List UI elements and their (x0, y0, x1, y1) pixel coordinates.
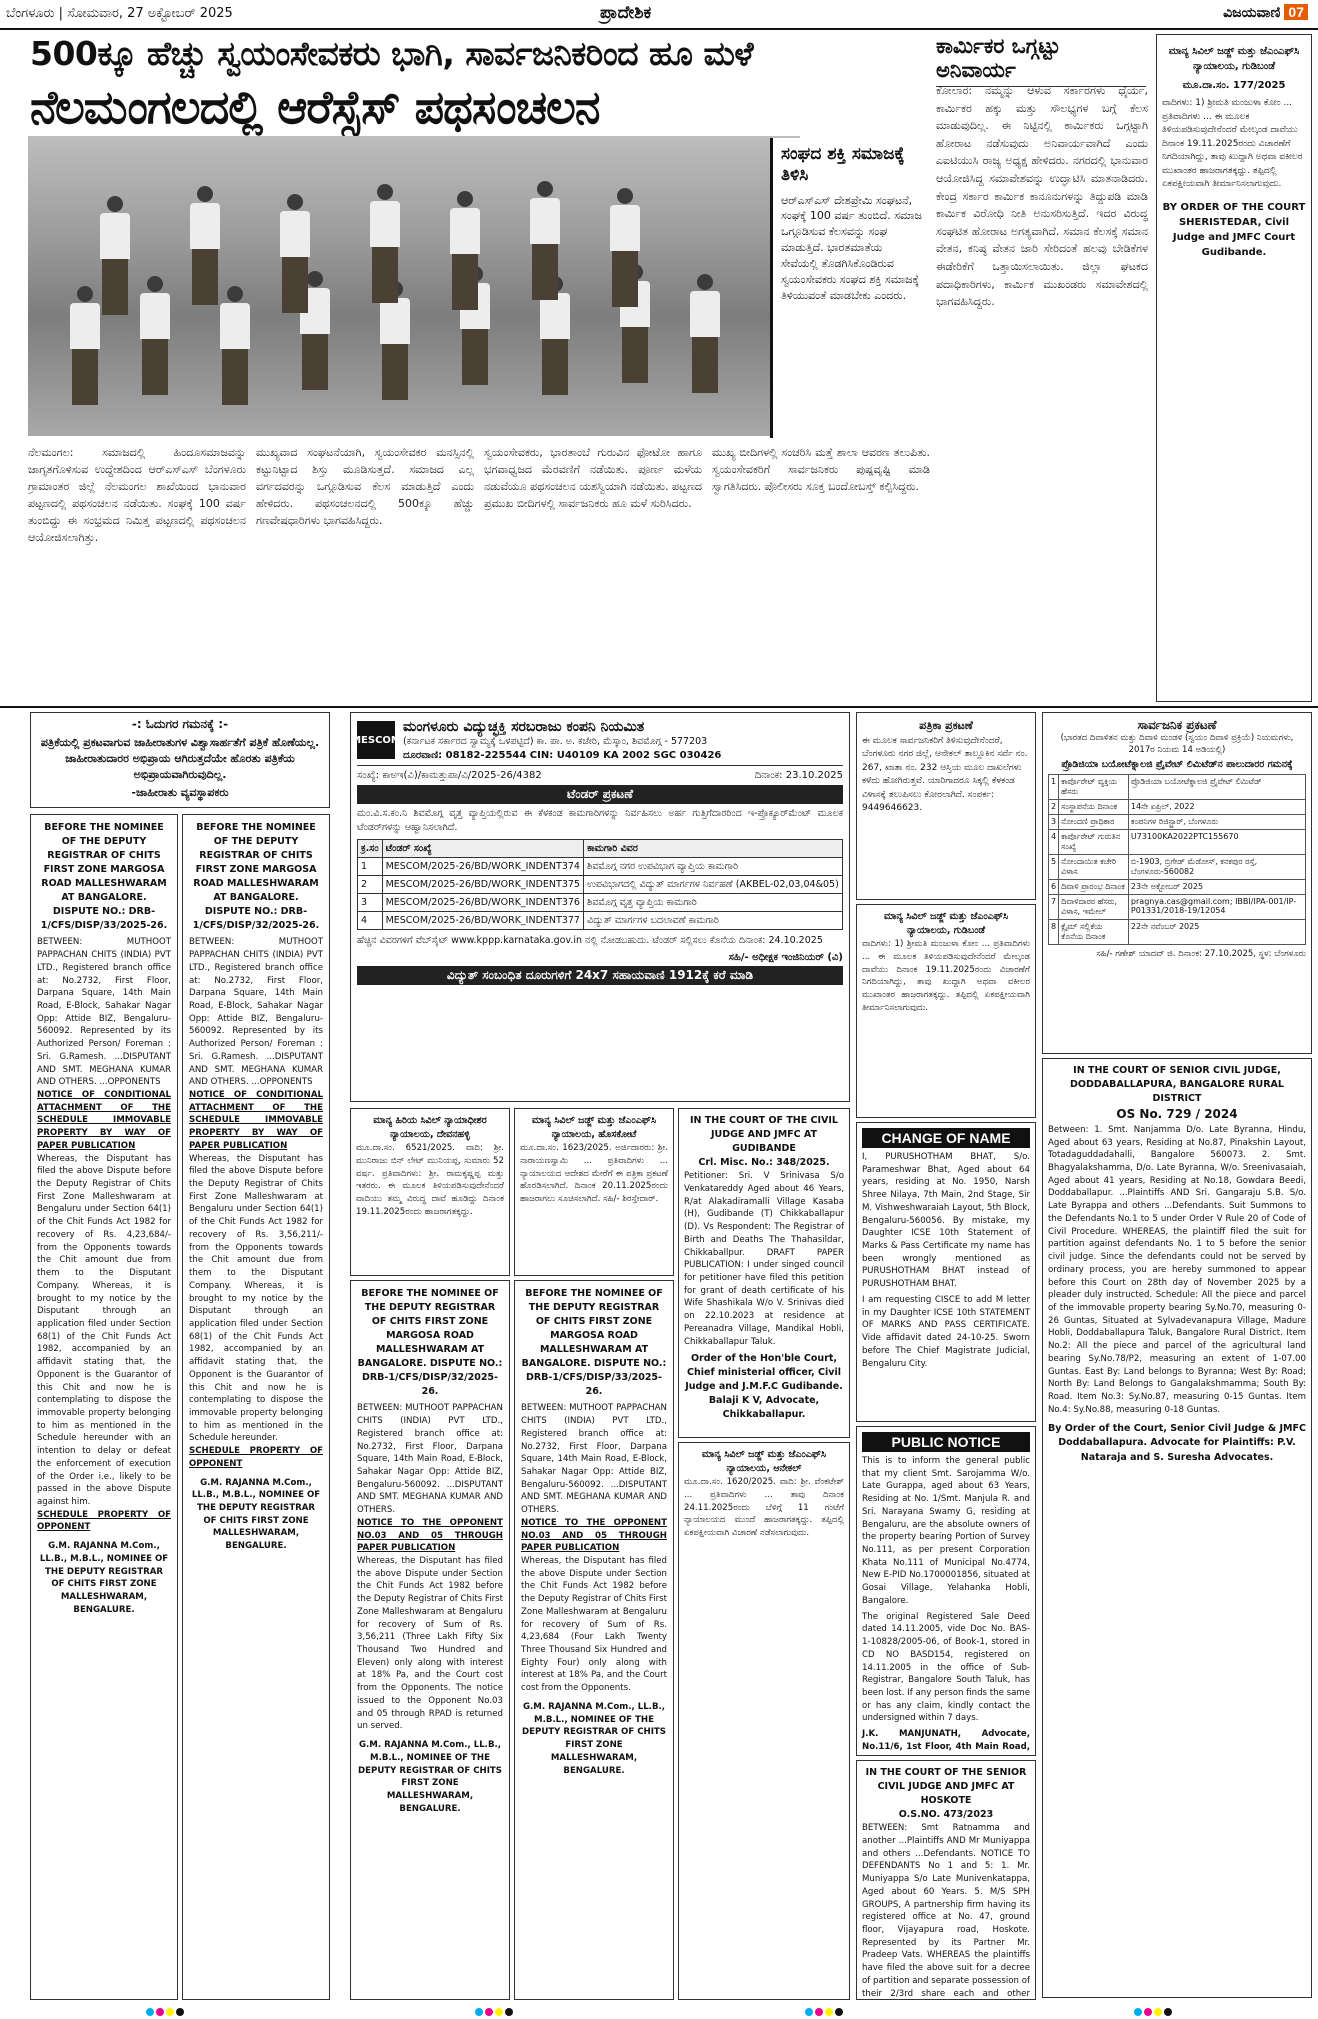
cell-value: 23ನೇ ಅಕ್ಟೋಬರ್ 2025 (1128, 879, 1305, 894)
notice-title: ಮಾನ್ಯ ಹಿರಿಯ ಸಿವಿಲ್ ನ್ಯಾಯಾಧೀಶರ ನ್ಯಾಯಾಲಯ, ದೇವನಹಳ್ಳಿ (373, 1115, 487, 1141)
cell-tender-no: MESCOM/2025-26/BD/WORK_INDENT377 (382, 911, 584, 929)
notice-body: Whereas, the Disputant has filed the above Dispute before the Deputy Registrar of Chits First Zone Malleshwaram at Bengaluru under Section 64(1) of the Chit Funds Act 1982 for recovery of Rs. 4,23,684/- from the Opponents towards the Chit amount due from them to the Disputant Company. Whereas, it is brought to my notice by the Disputant through an application filed under Section 68(1) of the Chit Funds Act 1982, accompanied by an affidavit stating that, the Opponent is the Guarantor of this Chit and now he is contemplating to dispose the immovable property belonging to him as mentioned in the Schedule hereunder with an intention to delay or defeat the enforcement of execution of the Order i.e., likely to be passed in the above Dispute against him. (37, 1153, 171, 1507)
readers-note-sign: -ಜಾಹೀರಾತು ವ್ಯವಸ್ಥಾಪಕರು (131, 785, 229, 799)
table-row (1049, 829, 1306, 854)
registration-mark (146, 2008, 184, 2016)
table-row (1049, 774, 1306, 799)
readers-note-text: ಪತ್ರಿಕೆಯಲ್ಲಿ ಪ್ರಕಟವಾಗುವ ಜಾಹೀರಾತುಗಳ ವಿಶ್ವಾಸಾರ್ಹತೆಗೆ ಪತ್ರಿಕೆ ಹೊಣೆಯಲ್ಲ. ಜಾಹೀರಾತುದಾರರ ಅಭಿಪ್ರಾಯ ಆಗಿರುತ್ತದೆಯೇ ಹೊರತು ಪತ್ರಿಕೆಯ ಅಭಿಪ್ರಾಯವಾಗಿರುವುದಿಲ್ಲ. (40, 736, 320, 781)
marcher-figure (218, 286, 252, 406)
notice-body: ವಾದಿಗಳು: 1) ಶ್ರೀಮತಿ ಮಂಜುಳಾ ಕೋಂ ... ಪ್ರತಿವಾದಿಗಳು ... ಈ ಮೂಲಕ ತಿಳಿಯಪಡಿಸುವುದೇನೆಂದರೆ ಮೇಲ್ಕಂಡ ದಾವೆಯು ದಿನಾಂಕ 19.11.2025ರಂದು ವಿಚಾರಣೆಗೆ ನಿಗದಿಯಾಗಿದ್ದು, ತಾವು ಖುದ್ದಾಗಿ ಅಥವಾ ವಕೀಲರ ಮುಖಾಂತರ ಹಾಜರಾಗತಕ್ಕದ್ದು. ತಪ್ಪಿದಲ್ಲಿ ಏಕಪಕ್ಷೀಯವಾಗಿ ತೀರ್ಮಾನಿಸಲಾಗುವುದು. (862, 939, 1030, 1013)
kn-court-notice-devanahalli (350, 1108, 510, 1276)
notice-title: ಮಾನ್ಯ ಸಿವಿಲ್ ಜಡ್ಜ್ ಮತ್ತು ಜೆಎಂಎಫ್‌ಸಿ ನ್ಯಾಯಾಲಯ, ಹೊಸಕೋಟೆ (531, 1115, 657, 1141)
tender-table (357, 839, 843, 930)
cell-field: ದಿವಾಳಿ ಪ್ರಾರಂಭ ದಿನಾಂಕ (1059, 879, 1129, 894)
marcher-figure (98, 196, 132, 316)
sidebar-text: ಆರ್‌ಎಸ್‌ಎಸ್ ದೇಶಪ್ರೇಮಿ ಸಂಘಟನೆ, ಸಂಘಕ್ಕೆ 100 ವರ್ಷ ತುಂಬಿದೆ. ಸಮಾಜ ಒಗ್ಗೂಡಿಸುವ ಕೆಲಸವನ್ನು ಸಂಘ ಮಾಡುತ್ತಿದೆ. ಭಾರತಮಾತೆಯ ಸೇವೆಯಲ್ಲಿ ತೊಡಗಿಸಿಕೊಂಡಿರುವ ಸ್ವಯಂಸೇವಕರು ಸಂಘದ ಶಕ್ತಿ ಸಮಾಜಕ್ಕೆ ತಿಳಿಯುವಂತೆ ಮಾಡಬೇಕು ಎಂದರು. (781, 193, 922, 303)
notice-title: ಮಾನ್ಯ ಸಿವಿಲ್ ಜಡ್ಜ್ ಮತ್ತು ಜೆಎಂಎಫ್‌ಸಿ ನ್ಯಾಯಾಲಯ, ಗುಡಿಬಂಡೆ (1168, 46, 1300, 72)
notice-parties: BETWEEN: MUTHOOT PAPPACHAN CHITS (INDIA) PVT LTD., Registered branch office at: No.2732, First Floor, Darpana Square, 14th Main Road, E-Block, Sahakar Nagar Opp: Attide BIZ, Bengaluru-560092. Represented by its Authorized Person/ Foreman : Sri. G.Ramesh. ...DISPUTANT AND SMT. MEGHANA KUMAR AND OTHERS. ...OPPONENTS (37, 937, 171, 1088)
pa-subtitle: (ಭಾರತದ ದಿವಾಳಿತನ ಮತ್ತು ದಿವಾಳಿ ಮಂಡಳಿ (ಸ್ವಯಂ ದಿವಾಳಿ ಪ್ರಕ್ರಿಯೆ) ನಿಯಮಗಳು, 2017ರ ನಿಯಮ 14 ಅಡಿಯಲ್ಲಿ) (1060, 733, 1294, 755)
notice-parties: BETWEEN: MUTHOOT PAPPACHAN CHITS (INDIA) PVT LTD., Registered branch office at: No.2732, First Floor, Darpana Square, 14th Main Road, E-Block, Sahakar Nagar Opp: Attide BIZ, Bengaluru-560092. Represented by its Authorized Person/ Foreman : Sri. G.Ramesh. ...DISPUTANT AND SMT. MEGHANA KUMAR AND OTHERS. ...OPPONENTS (189, 937, 323, 1088)
change-of-name-notice (856, 1122, 1036, 1422)
section-title: ಪ್ರಾದೇಶಿಕ (600, 3, 652, 23)
cell-tender-no: MESCOM/2025-26/BD/WORK_INDENT374 (382, 857, 584, 875)
notice-body: Whereas, the Disputant has filed the above Dispute under Section the Chit Funds Act 1982 before the Deputy Registrar of Chits First Zone Malleshwaram at Bengaluru for recovery of Sum of Rs. 4,23,684 (Four Lakh Twenty Three Thousand Six Hundred and Eighty Four) only along with interest at 18% Pa, and the Court cost from the Opponents. (521, 1556, 667, 1694)
notice-body: ಮೂ.ದಾ.ಸಂ. 1623/2025. ಅರ್ಜಿದಾರರು: ಶ್ರೀ. ನಾರಾಯಣಸ್ವಾಮಿ ... ಪ್ರತಿವಾದಿಗಳು ... ನ್ಯಾಯಾಲಯದ ಆದೇಶದ ಮೇರೆಗೆ ಈ ಪತ್ರಿಕಾ ಪ್ರಕಟಣೆ ಹೊರಡಿಸಲಾಗಿದೆ. ದಿನಾಂಕ 20.11.2025ರಂದು ಹಾಜರಾಗಲು ಸೂಚಿಸಲಾಗಿದೆ. ಸಹಿ/- ಶಿರಸ್ತೇದಾರ್. (520, 1143, 668, 1204)
lead-col-3: ಸ್ವಯಂಸೇವಕರು, ಭಾರತಾಂಬೆ ಗುರುವಿನ ಫೋಟೋ ಹಾಗೂ ಭಗವಾಧ್ವಜದ ಮೆರವಣಿಗೆ ನಡೆಯಿತು. ಪೂರ್ಣ ಮಳೆಯ ನಡುವೆಯೂ ಪಥಸಂಚಲನ ಯಶಸ್ವಿಯಾಗಿ ನಡೆಯಿತು. ಪಟ್ಟಣದ ಪ್ರಮುಖ ಬೀದಿಗಳಲ್ಲಿ ಸಾರ್ವಜನಿಕರು ಹೂ ಮಳೆ ಸುರಿಸಿದರು. (484, 446, 702, 511)
draft-paper-publication (678, 1108, 850, 1438)
notice-heading: NOTICE OF CONDITIONAL ATTACHMENT OF THE SCHEDULE IMMOVABLE PROPERTY BY WAY OF PAPER PUBLICATION (37, 1090, 171, 1151)
table-row (358, 893, 843, 911)
table-row (1049, 799, 1306, 814)
notice-body: ಈ ಮೂಲಕ ಸಾರ್ವಜನಿಕರಿಗೆ ತಿಳಿಸುವುದೇನೆಂದರೆ, ಬೆಂಗಳೂರು ನಗರ ಜಿಲ್ಲೆ, ಆನೇಕಲ್ ತಾಲ್ಲೂಕಿನ ಸರ್ವೆ ನಂ. 267, ಖಾತಾ ನಂ. 232 ಆಸ್ತಿಯ ಮೂಲ ದಾಖಲೆಗಳು ಕಳೆದು ಹೋಗಿರುತ್ತವೆ. ಯಾರಿಗಾದರೂ ಸಿಕ್ಕಲ್ಲಿ ಕೆಳಕಂಡ ವಿಳಾಸಕ್ಕೆ ತಲುಪಿಸಲು ಕೋರಲಾಗಿದೆ. ಸಂಪರ್ಕ: 9449646623. (862, 735, 1028, 813)
table-row (1049, 894, 1306, 919)
cell-description: ವಿದ್ಯುತ್ ಮಾರ್ಗಗಳ ಬದಲಾವಣೆ ಕಾಮಗಾರಿ (584, 911, 843, 929)
cell-value: 14ನೇ ಏಪ್ರಿಲ್, 2022 (1128, 799, 1305, 814)
registration-mark (475, 2008, 513, 2016)
table-row (1049, 879, 1306, 894)
notice-title: ಮಾನ್ಯ ಸಿವಿಲ್ ಜಡ್ಜ್ ಮತ್ತು ಜೆಎಂಎಫ್‌ಸಿ ನ್ಯಾಯಾಲಯ, ಗುಡಿಬಂಡೆ (883, 911, 1009, 937)
cell-field: ಸಂಸ್ಥಾಪನೆಯ ದಿನಾಂಕ (1059, 799, 1129, 814)
marcher-figure (368, 184, 402, 304)
right-story-headline: ಕಾರ್ಮಿಕರ ಒಗ್ಗಟ್ಟು ಅನಿವಾರ್ಯ (936, 34, 1146, 87)
col-tender-no: ಟೆಂಡರ್ ಸಂಖ್ಯೆ (382, 839, 584, 857)
notice-body: Petitioner: Sri. V Srinivasa S/o Venkatareddy Aged about 46 Years, R/at Alakadiramalli Village Kasaba (H), Gudibande (T) Chikkaballapur (D). Vs Respondent: The Registrar of Birth and Deaths The Thahasildar, Chikkaballpur. DRAFT PAPER PUBLICATION: I under singed council for petitioner have filed this petition for grant of death certificate of his Wife Shashikala W/o V. Srinivas died on 22.10.2023 at residence at Pereanadra Village, Mandikal Hobli, Chikkaballapur Taluk. (684, 1171, 844, 1347)
tender-ref-date: ದಿನಾಂಕ: 23.10.2025 (754, 770, 843, 782)
tender-intro: ಮಂ.ವಿ.ಸ.ಕಂ.ನಿ ಶಿವಮೊಗ್ಗ ವೃತ್ತ ವ್ಯಾಪ್ತಿಯಲ್ಲಿರುವ ಈ ಕೆಳಕಂಡ ಕಾಮಗಾರಿಗಳನ್ನು ನಿರ್ವಹಿಸಲು ಅರ್ಹ ಗುತ್ತಿಗೆದಾರರಿಂದ ಇ-ಪ್ರೊಕ್ಯೂರ್‌ಮೆಂಟ್ ಮೂಲಕ ಟೆಂಡರ್‌ಗಳನ್ನು ಆಹ್ವಾನಿಸಲಾಗಿದೆ. (357, 808, 843, 834)
change-name-header: CHANGE OF NAME (862, 1128, 1030, 1148)
notice-case: ಮೂ.ದಾ.ಸಂ. 177/2025 (1182, 80, 1286, 91)
cell-field: ದಿವಾಳಿದಾರರ ಹೆಸರು, ವಿಳಾಸ, ಇಮೇಲ್ (1059, 894, 1129, 919)
registration-mark (1134, 2008, 1172, 2016)
cell-field: ನೋಂದಾಯಿತ ಕಚೇರಿ ವಿಳಾಸ (1059, 854, 1129, 879)
page-masthead (0, 0, 1318, 30)
cell-field: ಕಾರ್ಪೊರೇಟ್ ವ್ಯಕ್ತಿಯ ಹೆಸರು (1059, 774, 1129, 799)
marcher-figure (68, 286, 102, 406)
cell-field: ಕಾರ್ಪೊರೇಟ್ ಗುರುತಿನ ಸಂಖ್ಯೆ (1059, 829, 1129, 854)
tender-subtitle: (ಕರ್ನಾಟಕ ಸರ್ಕಾರದ ಸ್ವಾಮ್ಯಕ್ಕೆ ಒಳಪಟ್ಟಿದೆ) ಕಾ. ಪಾ. ಅ. ಕಚೇರಿ, ಮೆಸ್ಕಾಂ, ಶಿವಮೊಗ್ಗ - 577203 (403, 736, 708, 747)
notice-schedule: SCHEDULE PROPERTY OF OPPONENT (189, 1446, 323, 1469)
readers-note (30, 712, 330, 808)
cell-value: pragnya.cas@gmail.com; IBBI/IPA-001/IP-P01331/2018-19/12054 (1128, 894, 1305, 919)
issue-date: ಬೆಂಗಳೂರು | ಸೋಮವಾರ, 27 ಅಕ್ಟೋಬರ್ 2025 (6, 6, 233, 21)
notice-case: OS No. 729 / 2024 (1116, 1107, 1238, 1122)
marcher-figure (278, 194, 312, 314)
notice-body: Between: 1. Smt. Nanjamma D/o. Late Byranna, Hindu, Aged about 63 years, Residing at No.87, Pinakshin Layout, Totadaguddadahalli, Bangalore 560073. 2. Smt. Bhagyalakshamma, D/o. Late Byranna, W/o. Sreenivasaiah, Aged about 41 years, Residing at No.18, Gowdara Beedi, Doddaballapur. ...Plaintiffs AND Sri. Gangaraju S.B. S/o. Late Byrappa and others ...Defendants. Suit Summons to the Defendants No.1 to 5 under Order V Rule 20 of Code of Civil Procedure. WHEREAS, the plaintiff filed the suit for partition against defendants No. 1 to 5 before the senior civil judge. Since the defendants could not be served by ordinary process, you are hereby summoned to appear before this Court on 28th day of November 2025 by a pleader duly instructed. Schedule: All the piece and parcel of the immovable property bearing Sy.No.70, measuring 0-26 Guntas, Situated at Sylvadevanapura Village, Madure Hobli, Doddaballapura Taluk, Bangalore Rural District. Item No.2: All the piece and parcel of the agricultural land bearing Sy.No.78/P2, measuring an extent of 1-07.00 Guntas. East By: Land belongs to Byranna; West By: Road; North By: Land Belongs to Gangalakshmamma; South By: Road. Item No.3: Sy.No.87, measuring 0-15 Guntas. Item No.4: Sy.No.88, measuring 0-18 Guntas. (1048, 1124, 1306, 1415)
hoskote-court-notice (856, 1760, 1036, 2000)
public-notice-header: PUBLIC NOTICE (862, 1432, 1030, 1452)
kn-court-notice-anekal (678, 1442, 850, 2000)
notice-parties: BETWEEN: MUTHOOT PAPPACHAN CHITS (INDIA) PVT LTD., Registered branch office at: No.2732, First Floor, Darpana Square, 14th Main Road, E-Block, Sahakar Nagar Opp: Attide BIZ, Bengaluru-560092. ...DISPUTANT AND SMT. MEGHANA KUMAR AND OTHERS. (357, 1403, 503, 1516)
tender-signature: ಸಹಿ/- ಅಧೀಕ್ಷಕ ಇಂಜಿನಿಯರ್ (ವಿ) (728, 951, 843, 963)
kn-press-notice (856, 712, 1036, 900)
pa-signature: ಸಹಿ/- ಗಣೇಶ್ ಯಾದವ್ ಜಿ. ದಿನಾಂಕ: 27.10.2025, ಸ್ಥಳ: ಬೆಂಗಳೂರು (1096, 948, 1306, 959)
notice-schedule: SCHEDULE PROPERTY OF OPPONENT (37, 1509, 171, 1533)
col-sl: ಕ್ರ.ಸಂ (358, 839, 383, 857)
notice-title: BEFORE THE NOMINEE OF THE DEPUTY REGISTRAR OF CHITS FIRST ZONE MARGOSA ROAD MALLESHWARAM AT BANGALORE. DISPUTE NO.: DRB-1/CFS/DISP/33/2025-26. (521, 1288, 667, 1398)
notice-parties: BETWEEN: MUTHOOT PAPPACHAN CHITS (INDIA) PVT LTD., Registered branch office at: No.2732, First Floor, Darpana Square, 14th Main Road, E-Block, Sahakar Nagar Opp: Attide BIZ, Bengaluru-560092. ...DISPUTANT AND SMT. MEGHANA KUMAR AND OTHERS. (521, 1403, 667, 1516)
notice-case: Crl. Misc. No.: 348/2025. (698, 1157, 830, 1169)
paper-logo (1223, 4, 1308, 21)
chit-notice-3 (350, 1280, 510, 2000)
chit-notice-1 (30, 814, 178, 2000)
lead-col-4: ಮುಖ್ಯ ಬೀದಿಗಳಲ್ಲಿ ಸಂಚರಿಸಿ ಮತ್ತೆ ಶಾಲಾ ಆವರಣ ತಲುಪಿತು. ಸ್ವಯಂಸೇವಕರಿಗೆ ಸಾರ್ವಜನಿಕರು ಪುಷ್ಪವೃಷ್ಟಿ ಮಾಡಿ ಸ್ವಾಗತಿಸಿದರು. ಪೊಲೀಸರು ಸೂಕ್ತ ಬಂದೋಬಸ್ತ್ ಕಲ್ಪಿಸಿದ್ದರು. (712, 446, 930, 494)
lead-body (28, 444, 930, 702)
cell-tender-no: MESCOM/2025-26/BD/WORK_INDENT375 (382, 875, 584, 893)
pa-title: ಸಾರ್ವಜನಿಕ ಪ್ರಕಟಣೆ (1137, 718, 1217, 732)
lead-headline: ನೆಲಮಂಗಲದಲ್ಲಿ ಆರೆಸ್ಸೆಸ್ ಪಥಸಂಚಲನ (30, 80, 600, 134)
cell-sl: 4 (358, 911, 383, 929)
public-announcement-liquidation (1042, 712, 1312, 1054)
page-divider (0, 706, 1318, 708)
notice-body: Whereas, the Disputant has filed the above Dispute under Section the Chit Funds Act 1982 before the Deputy Registrar of Chits First Zone Malleshwaram at Bengaluru for recovery of Sum of Rs. 3,56,211 (Three Lakh Fifty Six Thousand Two Hundred and Eleven) only along with interest at 18% Pa, and the Court cost from the Opponents. The notice issued to the Opponent No.03 and 05 through RPAD is returned un served. (357, 1556, 503, 1732)
doddaballapura-suit-summons (1042, 1058, 1312, 1998)
public-notice-para-2: The original Registered Sale Deed dated 14.11.2005, vide Doc No. BAS-1-10828/2005-06, of Book-1, stored in CD NO BASD154, registered on 14.11.2005 in the office of Sub-Registrar, Bangalore South Taluk, has been lost. If any person finds the same or has any claim, kindly contact the undersigned within 7 days. (862, 1611, 1030, 1724)
notice-case: O.S.NO. 473/2023 (898, 1809, 994, 1821)
notice-by-order: BY ORDER OF THE COURT SHERISTEDAR, Civil Judge and JMFC Court Gudibande. (1162, 201, 1306, 258)
marcher-figure (138, 276, 172, 396)
notice-title: ಪತ್ರಿಕಾ ಪ್ರಕಟಣೆ (919, 719, 973, 732)
notice-signature: G.M. RAJANNA M.Com., LL.B., M.B.L., NOMINEE OF THE DEPUTY REGISTRAR OF CHITS FIRST ZONE MALLESHWARAM, BENGALURE. (522, 1701, 666, 1776)
pa-table (1048, 774, 1306, 945)
table-row (1049, 814, 1306, 829)
cell-field: ನೋಂದಣಿ ಪ್ರಾಧಿಕಾರ (1059, 814, 1129, 829)
right-story-body: ಕೋಲಾರ: ನಮ್ಮನ್ನು ಆಳುವ ಸರ್ಕಾರಗಳು ಧೈರ್ಯ, ಕಾರ್ಮಿಕರ ಹಕ್ಕು ಮತ್ತು ಸೌಲಭ್ಯಗಳ ಬಗ್ಗೆ ಕೆಲಸ ಮಾಡುವುದಿಲ್ಲ. ಈ ನಿಟ್ಟಿನಲ್ಲಿ ಕಾರ್ಮಿಕರು ಒಗ್ಗಟ್ಟಾಗಿ ಹೋರಾಟ ನಡೆಸುವುದು ಅನಿವಾರ್ಯವಾಗಿದೆ ಎಂದು ಎಐಟಿಯುಸಿ ರಾಜ್ಯ ಅಧ್ಯಕ್ಷ ಹೇಳಿದರು. ನಗರದಲ್ಲಿ ಭಾನುವಾರ ಆಯೋಜಿಸಿದ್ದ ಸಮಾವೇಶವನ್ನು ಉದ್ಘಾಟಿಸಿ ಮಾತನಾಡಿದರು. ಕೇಂದ್ರ ಸರ್ಕಾರ ಕಾರ್ಮಿಕ ಕಾನೂನುಗಳನ್ನು ತಿದ್ದುಪಡಿ ಮಾಡಿ ಕಾರ್ಮಿಕ ವಿರೋಧಿ ನೀತಿ ಅನುಸರಿಸುತ್ತಿದೆ. ಇದರ ವಿರುದ್ಧ ಸಂಘಟಿತ ಹೋರಾಟ ಅಗತ್ಯವಾಗಿದೆ. ಸಮಾನ ಕೆಲಸಕ್ಕೆ ಸಮಾನ ವೇತನ, ಕನಿಷ್ಠ ವೇತನ ಜಾರಿ ಸೇರಿದಂತೆ ಹಲವು ಬೇಡಿಕೆಗಳ ಈಡೇರಿಕೆಗೆ ಒತ್ತಾಯಿಸಲಾಯಿತು. ಜಿಲ್ಲಾ ಘಟಕದ ಪದಾಧಿಕಾರಿಗಳು, ಕಾರ್ಮಿಕ ಮುಖಂಡರು ಸಮಾವೇಶದಲ್ಲಿ ಭಾಗವಹಿಸಿದ್ದರು. (936, 84, 1148, 309)
paper-name: ವಿಜಯವಾಣಿ (1223, 5, 1281, 21)
notice-signature: G.M. RAJANNA M.Com., LL.B., M.B.L., NOMINEE OF THE DEPUTY REGISTRAR OF CHITS FIRST ZONE MALLESHWARAM, BENGALURE. (39, 1541, 169, 1615)
notice-title: IN THE COURT OF THE CIVIL JUDGE AND JMFC AT GUDIBANDE (689, 1115, 838, 1155)
lead-col-2: ಮುಖ್ಯವಾದ ಸಂಘಟನೆಯಾಗಿ, ಸ್ವಯಂಸೇವಕರ ಮನಸ್ಸಿನಲ್ಲಿ ಕಟ್ಟುನಿಟ್ಟಾದ ಶಿಸ್ತು ಮೂಡಿಸುತ್ತದೆ. ಸಮಾಜದ ಎಲ್ಲ ವರ್ಗದವರನ್ನು ಒಗ್ಗೂಡಿಸುವ ಕೆಲಸ ಮಾಡುತ್ತಿದೆ ಎಂದು ಹೇಳಿದರು. ಪಥಸಂಚಲನದಲ್ಲಿ 500ಕ್ಕೂ ಹೆಚ್ಚು ಗಣವೇಷಧಾರಿಗಳು ಭಾಗವಹಿಸಿದ್ದರು. (256, 446, 474, 528)
readers-note-title: -: ಓದುಗರ ಗಮನಕ್ಕೆ :- (131, 717, 229, 731)
cell-sl: 8 (1049, 919, 1059, 944)
change-name-para-1: I, PURUSHOTHAM BHAT, S/o. Parameshwar Bhat, Aged about 64 years, residing at No. 1950, Narsh Shree Nilaya, 7th Main, 2nd Stage, Sir M. Vishweshwaraiah Layout, 5th Block, Bengaluru-560056. By mistake, my Daughter ICSE 10th Statement of Marks & Pass Certificate my name has been wrongly mentioned as PURUSHOTHAM BHAT instead of PURUSHOTHAM BHAT. (862, 1152, 1030, 1290)
notice-signature: By Order of the Court, Senior Civil Judge & JMFC Doddaballapura. Advocate for Plaintiffs: P.V. Nataraja and S. Suresha Advocates. (1048, 1423, 1306, 1463)
notice-heading: NOTICE TO THE OPPONENT NO.03 AND 05 THROUGH PAPER PUBLICATION (521, 1517, 667, 1554)
cell-value: 22ನೇ ನವೆಂಬರ್ 2025 (1128, 919, 1305, 944)
public-notice (856, 1426, 1036, 1756)
table-row (358, 875, 843, 893)
notice-title: BEFORE THE NOMINEE OF THE DEPUTY REGISTRAR OF CHITS FIRST ZONE MARGOSA ROAD MALLESHWARAM AT BANGALORE. DISPUTE NO.: DRB-1/CFS/DISP/32/2025-26. (192, 822, 320, 932)
table-row (358, 857, 843, 875)
cell-value: ಪ್ರೊಡಿಜಿಯಾ ಬಯೋಟೆಕ್ನಾಲಜಿ ಪ್ರೈವೇಟ್ ಲಿಮಿಟೆಡ್ (1128, 774, 1305, 799)
notice-title: IN THE COURT OF THE SENIOR CIVIL JUDGE AND JMFC AT HOSKOTE (865, 1767, 1027, 1807)
chit-notice-2 (182, 814, 330, 2000)
marcher-figure (688, 274, 722, 394)
marcher-figure (608, 188, 642, 308)
tender-cin: ದೂರವಾಣಿ: 08182-225544 CIN: U40109 KA 2002 SGC 030426 (403, 750, 722, 762)
cell-sl: 3 (1049, 814, 1059, 829)
notice-title: IN THE COURT OF SENIOR CIVIL JUDGE, DODDABALLAPURA, BANGALORE RURAL DISTRICT (1070, 1065, 1284, 1105)
notice-signature: G.M. RAJANNA M.Com., LL.B., M.B.L., NOMINEE OF THE DEPUTY REGISTRAR OF CHITS FIRST ZONE MALLESHWARAM, BENGALURE. (358, 1740, 502, 1814)
page-number: 07 (1284, 4, 1308, 20)
cell-tender-no: MESCOM/2025-26/BD/WORK_INDENT376 (382, 893, 584, 911)
notice-body: ಮೂ.ದಾ.ಸಂ. 1620/2025. ವಾದಿ: ಶ್ರೀ. ವೆಂಕಟೇಶ್ ... ಪ್ರತಿವಾದಿಗಳು ... ತಾವು ದಿನಾಂಕ 24.11.2025ರಂದು ಬೆಳಿಗ್ಗೆ 11 ಗಂಟೆಗೆ ನ್ಯಾಯಾಲಯದ ಮುಂದೆ ಹಾಜರಾಗತಕ್ಕದ್ದು. ತಪ್ಪಿದಲ್ಲಿ ಏಕಪಕ್ಷೀಯವಾಗಿ ವಿಚಾರಣೆ ನಡೆಸಲಾಗುವುದು. (684, 1477, 844, 1538)
cell-sl: 4 (1049, 829, 1059, 854)
cell-value: ಕಂಪನಿಗಳ ರಿಜಿಸ್ಟ್ರಾರ್, ಬೆಂಗಳೂರು (1128, 814, 1305, 829)
cell-value: U73100KA2022PTC155670 (1128, 829, 1305, 854)
notice-title: ಮಾನ್ಯ ಸಿವಿಲ್ ಜಡ್ಜ್ ಮತ್ತು ಜೆಎಂಎಫ್‌ಸಿ ನ್ಯಾಯಾಲಯ, ಆನೇಕಲ್ (701, 1449, 827, 1475)
table-row (358, 911, 843, 929)
mescom-tender-notice (350, 712, 850, 1102)
lead-col-1: ನೆಲಮಂಗಲ: ಸಮಾಜದಲ್ಲಿ ಹಿಂದೂಸಮಾಜವನ್ನು ಜಾಗೃತಗೊಳಿಸುವ ಉದ್ದೇಶದಿಂದ ಆರ್‌ಎಸ್‌ಎಸ್ ಬೆಂಗಳೂರು ಗ್ರಾಮಾಂತರ ಜಿಲ್ಲೆ ನೆಲಮಂಗಲ ಶಾಖೆಯಿಂದ ಭಾನುವಾರ ಪಟ್ಟಣದಲ್ಲಿ ಪಥಸಂಚಲನ ನಡೆಯಿತು. ಸಂಘಕ್ಕೆ 100 ವರ್ಷ ತುಂಬಿದ್ದು ಈ ಸಂಭ್ರಮದ ನಿಮಿತ್ತ ಪಟ್ಟಣದಲ್ಲಿ ಪಥಸಂಚಲನ ಆಯೋಜಿಸಲಾಗಿತ್ತು. (28, 446, 246, 545)
cell-description: ಶಿವಮೊಗ್ಗ ನಗರ ಉಪವಿಭಾಗ ವ್ಯಾಪ್ತಿಯ ಕಾಮಗಾರಿ (584, 857, 843, 875)
notice-title: BEFORE THE NOMINEE OF THE DEPUTY REGISTRAR OF CHITS FIRST ZONE MARGOSA ROAD MALLESHWARAM AT BANGALORE. DISPUTE NO.: DRB-1/CFS/DISP/32/2025-26. (357, 1288, 503, 1398)
registration-marks (0, 2004, 1318, 2019)
kn-court-notice-hoskote (514, 1108, 674, 1276)
cell-sl: 3 (358, 893, 383, 911)
pa-company: ಪ್ರೊಡಿಜಿಯಾ ಬಯೋಟೆಕ್ನಾಲಜಿ ಪ್ರೈವೇಟ್ ಲಿಮಿಟೆಡ್‌ನ ಪಾಲುದಾರರ ಗಮನಕ್ಕೆ (1061, 758, 1293, 770)
notice-heading: NOTICE TO THE OPPONENT NO.03 AND 05 THROUGH PAPER PUBLICATION (357, 1517, 503, 1554)
cell-sl: 2 (358, 875, 383, 893)
cell-sl: 1 (1049, 774, 1059, 799)
notice-body: ವಾದಿಗಳು: 1) ಶ್ರೀಮತಿ ಮಂಜುಳಾ ಕೋಂ ... ಪ್ರತಿವಾದಿಗಳು ... ಈ ಮೂಲಕ ತಿಳಿಯಪಡಿಸುವುದೇನೆಂದರೆ ಮೇಲ್ಕಂಡ ದಾವೆಯು ದಿನಾಂಕ 19.11.2025ರಂದು ವಿಚಾರಣೆಗೆ ನಿಗದಿಯಾಗಿದ್ದು, ತಾವು ಖುದ್ದಾಗಿ ಅಥವಾ ವಕೀಲರ ಮುಖಾಂತರ ಹಾಜರಾಗತಕ್ಕದ್ದು. ತಪ್ಪಿದಲ್ಲಿ ಏಕಪಕ್ಷೀಯವಾಗಿ ತೀರ್ಮಾನಿಸಲಾಗುವುದು. (1162, 98, 1303, 189)
cell-sl: 7 (1049, 894, 1059, 919)
col-description: ಕಾಮಗಾರಿ ವಿವರ (584, 839, 843, 857)
cell-sl: 2 (1049, 799, 1059, 814)
notice-body: ಮೂ.ದಾ.ಸಂ. 6521/2025. ವಾದಿ: ಶ್ರೀ. ಮುನಿರಾಜು ಬಿನ್ ಲೇಟ್ ಮುನಿಯಪ್ಪ, ಸುಮಾರು 52 ವರ್ಷ. ಪ್ರತಿವಾದಿಗಳು: ಶ್ರೀ. ರಾಮಕೃಷ್ಣಪ್ಪ ಮತ್ತು ಇತರರು. ಈ ಮೂಲಕ ತಿಳಿಯಪಡಿಸುವುದೇನೆಂದರೆ ವಾದಿಯು ತಮ್ಮ ವಿರುದ್ಧ ದಾವೆ ಹೂಡಿದ್ದು ದಿನಾಂಕ 19.11.2025ರಂದು ಹಾಜರಾಗತಕ್ಕದ್ದು. (356, 1143, 504, 1217)
chit-notice-4 (514, 1280, 674, 2000)
notice-signature: Order of the Hon'ble Court, Chief ministerial officer, Civil Judge and J.M.F.C Gudibande. Balaji K V, Advocate, Chikkaballapur. (685, 1353, 843, 1421)
public-notice-para-1: This is to inform the general public that my client Smt. Sarojamma W/o. Late Gurappa, aged about 63 Years, Residing at No. 1/Smt. Manjula R. and Sri. Narayana Swamy G, residing at Bengaluru, are the absolute owners of the property bearing Portion of Survey No.111, as per present Corporation Khata No.111 of Municipal No.4774, New E-PID No.1700001856, situated at Gosai Village, Yelahanka Hobli, Bangalore. (862, 1456, 1030, 1606)
table-row (1049, 854, 1306, 879)
change-name-para-2: I am requesting CISCE to add M letter in my Daughter ICSE 10th STATEMENT OF MARKS AND PASS CERTIFICATE. Vide affidavit dated 24-10-25. Sworn before The Chief Magistrate Judicial, Bengaluru City. (862, 1294, 1030, 1369)
sidebar-title: ಸಂಘದ ಶಕ್ತಿ ಸಮಾಜಕ್ಕೆ ತಿಳಿಸಿ (781, 144, 905, 186)
notice-title: BEFORE THE NOMINEE OF THE DEPUTY REGISTRAR OF CHITS FIRST ZONE MARGOSA ROAD MALLESHWARAM AT BANGALORE. DISPUTE NO.: DRB-1/CFS/DISP/33/2025-26. (40, 822, 168, 932)
lead-sidebar (770, 138, 930, 438)
mescom-logo: MESCOM (357, 721, 395, 759)
marcher-figure (188, 186, 222, 306)
cell-sl: 6 (1049, 879, 1059, 894)
cell-description: ಉಪವಿಭಾಗದಲ್ಲಿ ವಿದ್ಯುತ್ ಮಾರ್ಗಗಳ ನಿರ್ವಹಣೆ (AKBEL-02,03,04&05) (584, 875, 843, 893)
notice-heading: NOTICE OF CONDITIONAL ATTACHMENT OF THE SCHEDULE IMMOVABLE PROPERTY BY WAY OF PAPER PUBLICATION (189, 1090, 323, 1151)
registration-mark (805, 2008, 843, 2016)
notice-body: BETWEEN: Smt Ratnamma and another ...Plaintiffs AND Mr Muniyappa and others ...Defendants. NOTICE TO DEFENDANTS No 1 and 5: 1. Mr. Muniyappa S/o Late Munivenkatappa, Aged about 60 Years. 5. M/S SPH GROUPS, A partnership firm having its registered office at No. 47, ground floor, Vijayapura road, Hoskote. Represented by its Partner Mr. Pradeep Vats. WHEREAS the plaintiffs have filed the above suit for a decree of partition and separate possession of their 2/3rd share each and other (862, 1823, 1030, 1999)
public-notice-sign: J.K. MANJUNATH, Advocate, No.11/6, 1st Floor, 4th Main Road, (862, 1729, 1030, 1752)
cell-field: ಕ್ಲೈಮ್ ಸಲ್ಲಿಕೆಯ ಕೊನೆಯ ದಿನಾಂಕ (1059, 919, 1129, 944)
notice-body: Whereas, the Disputant has filed the above Dispute before the Deputy Registrar of Chits First Zone Malleshwaram at Bengaluru under Section 64(1) of the Chit Funds Act 1982 for recovery of Rs. 3,56,211/- from the Opponents towards the Chit amount due from them to the Disputant Company. Whereas, it is brought to my notice by the Disputant through an application filed under Section 68(1) of the Chit Funds Act 1982, accompanied by an affidavit stating that, the Opponent is the Guarantor of this Chit and now he is contemplating to dispose the immovable property belonging to him as mentioned in the Schedule hereunder. (189, 1153, 323, 1444)
table-row (1049, 919, 1306, 944)
lead-photo-rss-march (28, 136, 800, 436)
marcher-figure (528, 181, 562, 301)
tender-ref-no: ಸಂಖ್ಯೆ: ಕಾಅಇ(ವಿ)/ಕಾಮತ್ತುಪಾ/ವಿ/2025-26/4382 (357, 770, 542, 782)
tender-helpline: ವಿದ್ಯುತ್ ಸಂಬಂಧಿತ ದೂರುಗಳಿಗೆ 24x7 ಸಹಾಯವಾಣಿ 1912ಕ್ಕೆ ಕರೆ ಮಾಡಿ (357, 966, 843, 985)
cell-sl: 1 (358, 857, 383, 875)
tender-footer: ಹೆಚ್ಚಿನ ವಿವರಗಳಿಗೆ ವೆಬ್‌ಸೈಟ್ www.kppp.karnataka.gov.in ನಲ್ಲಿ ನೋಡಬಹುದು. ಟೆಂಡರ್ ಸಲ್ಲಿಸಲು ಕೊನೆಯ ದಿನಾಂಕ: 24.10.2025 (357, 934, 823, 946)
notice-signature: G.M. RAJANNA M.Com., LL.B., M.B.L., NOMINEE OF THE DEPUTY REGISTRAR OF CHITS FIRST ZONE MALLESHWARAM, BENGALURE. (191, 1477, 321, 1552)
gudibande-court-notice (856, 904, 1036, 1118)
cell-value: ಬಿ-1903, ಬ್ರಿಗೇಡ್ ಮೆಡೋಸ್, ಕನಕಪುರ ರಸ್ತೆ, ಬೆಂಗಳೂರು-560082 (1128, 854, 1305, 879)
lead-kicker: 500ಕ್ಕೂ ಹೆಚ್ಚು ಸ್ವಯಂಸೇವಕರು ಭಾಗಿ, ಸಾರ್ವಜನಿಕರಿಂದ ಹೂ ಮಳೆ (30, 34, 754, 73)
cell-sl: 5 (1049, 854, 1059, 879)
tender-company: ಮಂಗಳೂರು ವಿದ್ಯುಚ್ಛಕ್ತಿ ಸರಬರಾಜು ಕಂಪನಿ ನಿಯಮಿತ (403, 719, 645, 735)
tender-banner: ಟೆಂಡರ್ ಪ್ರಕಟಣೆ (357, 785, 843, 804)
court-notice-gudibande-kn (1156, 34, 1312, 702)
cell-description: ಶಿವಮೊಗ್ಗ ವೃತ್ತ ವ್ಯಾಪ್ತಿಯ ಕಾಮಗಾರಿ (584, 893, 843, 911)
marcher-figure (448, 191, 482, 311)
